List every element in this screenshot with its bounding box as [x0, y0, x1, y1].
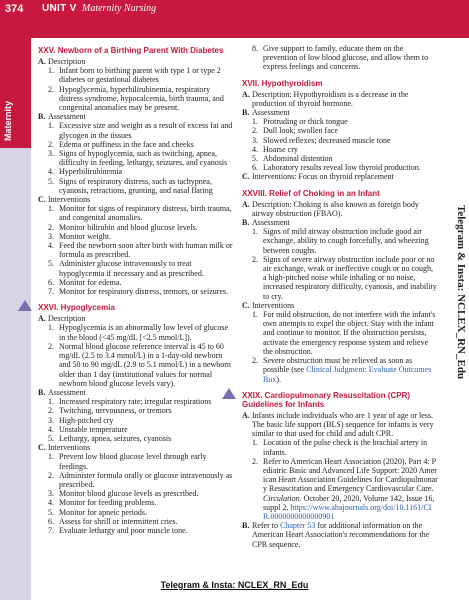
priority-triangle-icon [18, 300, 32, 311]
list-item: Excessive size and weight as a result of excess fat and glycogen in the tissues [59, 121, 233, 140]
list-item: Prevent low blood glucose level through early feedings. [59, 452, 207, 471]
subsection-heading: A. Description: Hypothyroidism is a decrease in the production of thyroid hormone. [242, 89, 409, 108]
list-item: Signs of respiratory distress, such as tachypnea, cyanosis, retractions, grunting, and nasal flaring [59, 176, 213, 195]
numbered-list: 1. Protruding or thick tongue 2. Dull look; swollen face 3. Slowed reflexes; decreased muscle tone 4. Hoarse cry 5. Abdominal distention 6. Laboratory results reveal low thyroid production. [252, 117, 421, 173]
list-item: Monitor weight. [59, 231, 111, 241]
subsection-heading: B. Refer to Chapter 53 for additional information on the American Heart Association's recommendations for the CPR sequence. [242, 521, 430, 549]
list-item: Increased respiratory rate; irregular respirations [59, 397, 212, 407]
section-title: XXVI. Hypoglycemia [38, 303, 115, 313]
priority-triangle-icon [222, 388, 236, 399]
page-header [0, 0, 469, 38]
list-item: Infant born to birthing parent with type 1 or type 2 diabetes or gestational diabetes [59, 66, 221, 85]
page-number: 374 [5, 3, 24, 15]
subsection-heading: A. Description [38, 314, 86, 324]
chapter-link[interactable]: Chapter 53 [280, 521, 316, 531]
footer-watermark: Telegram & Insta: NCLEX_RN_Edu [160, 580, 309, 590]
list-item: Administer glucose intravenously to treat hypoglycemia if necessary and as prescribed. [59, 259, 204, 278]
list-item: Slowed reflexes; decreased muscle tone [263, 135, 391, 145]
list-item: Monitor bilirubin and blood glucose levels. [59, 222, 198, 232]
right-column [242, 44, 438, 549]
list-item: Hypoglycemia is an abnormally low level of glucose in the blood (<45 mg/dL [<2.5 mmol/L]). [59, 323, 229, 342]
list-item: Monitor for feeding problems. [59, 498, 157, 508]
subsection-heading: A. Description [38, 57, 86, 66]
list-item: Give support to family, educate them on the prevention of low blood glucose, and allow them to express feelings and concerns. [263, 44, 429, 72]
numbered-list: 1. Prevent low blood glucose level through early feedings. 2. Administer formula orally or glucose intravenously as prescribed. 3. Monitor blood glucose levels as prescribed. 4. Monitor for feeding problems. 5. Monitor for apneic periods. 6. Assess for shrill or intermittent cries. 7. Evaluate lethargy and poor muscle tone. [48, 452, 233, 535]
list-item: Assess for shrill or intermittent cries. [59, 516, 178, 526]
subsection-heading: B. Assessment [38, 387, 86, 397]
section-title-row [38, 303, 234, 312]
list-item: Monitor for respiratory distress, tremors, or seizures. [59, 287, 229, 297]
list-item: Signs of hypoglycemia, such as twitching, apnea, difficulty in feeding, lethargy, seizures, and cyanosis [59, 149, 228, 168]
list-item: Hypoglycemia, hyperbilirubinemia, respiratory distress syndrome, hypocalcemia, birth trauma, and congenital anomalies may be present. [59, 84, 224, 113]
list-item: Refer to American Heart Association (2020). Part 4: Pediatric Basic and Advanced Life Support: 2020 American Heart Association Guidelines for Cardiopulmonary Resuscitation and Emergency Cardiovascular Care. Circulation. October 20, 2020, Volume 142, Issue 16, suppl 2. https://www.ahajournals.org/doi/10.1161/CIR.0000000000000901 [263, 456, 438, 521]
subsection-heading: C. Interventions [38, 443, 91, 453]
numbered-list: 1. Monitor for signs of respiratory distress, birth trauma, and congenital anomalies. 2. Monitor bilirubin and blood glucose levels. 3. Monitor weight. 4. Feed the newborn soon after birth with human milk or formula as prescribed. 5. Administer glucose intravenously to treat hypoglycemia if necessary and as prescribed. 6. Monitor for edema. 7. Monitor for respiratory distress, tremors, or seizures. [48, 204, 233, 297]
list-item: Hoarse cry [263, 144, 298, 154]
list-item: Abdominal distention [263, 154, 333, 164]
numbered-list: 8. Give support to family, educate them on the prevention of low blood glucose, and allow them to express feelings and concerns. [252, 44, 438, 72]
list-item: Feed the newborn soon after birth with human milk or formula as prescribed. [59, 241, 233, 260]
list-item: Dull look; swollen face [263, 126, 338, 136]
list-item: Edema or puffiness in the face and cheeks [59, 139, 194, 149]
list-item: Lethargy, apnea, seizures, cyanosis [59, 433, 172, 443]
section-title: XXV. Newborn of a Birthing Parent With Diabetes [38, 46, 224, 55]
list-item: Twitching, nervousness, or tremors [59, 406, 172, 416]
unit-label: UNIT V [42, 3, 77, 14]
list-item: Signs of severe airway obstruction include poor or no air exchange, weak or ineffective cough or no cough, a high-pitched noise while inhaling or no noise, increased respiratory difficulty, cyanosis, and inability to cry. [263, 254, 437, 301]
numbered-list: 1. Increased respiratory rate; irregular respirations 2. Twitching, nervousness, or tremors 3. High-pitched cry 4. Unstable temperature 5. Lethargy, apnea, seizures, cyanosis [48, 397, 212, 443]
list-item: Laboratory results reveal low thyroid production. [263, 163, 421, 173]
list-item: High-pitched cry [59, 415, 114, 425]
sidebar-label: Maternity [3, 100, 13, 141]
section-title: XXVIII. Relief of Choking in an Infant [242, 188, 380, 198]
list-item: Severe obstruction must be relieved as soon as possible (see Clinical Judgment: Evaluate Outcomes Box). [263, 356, 432, 384]
list-item: Monitor for apneic periods. [59, 507, 147, 517]
list-item: Location of the pulse check is the brachial artery in infants. [263, 438, 428, 457]
subsection-heading: C. Interventions [242, 300, 295, 310]
list-item: Protruding or thick tongue [263, 117, 348, 127]
numbered-list: 1. Signs of mild airway obstruction include good air exchange, ability to cough forcefully, and wheezing between coughs. 2. Signs of severe airway obstruction include poor or no air exchange, weak or ineffective cough or no cough, a high-pitched noise while inhaling or no noise, increased respiratory difficulty, cyanosis, and inability to cry. [252, 227, 437, 301]
list-item: Signs of mild airway obstruction include good air exchange, ability to cough forcefully, and wheezing between coughs. [263, 227, 429, 255]
subsection-heading: C. Interventions [38, 195, 91, 205]
numbered-list: 1. Infant born to birthing parent with type 1 or type 2 diabetes or gestational diabetes 2. Hypoglycemia, hyperbilirubinemia, respiratory distress syndrome, hypocalcemia, birth trauma, and congenital anomalies may be present. [48, 66, 234, 112]
list-item: For mild obstruction, do not interfere with the infant's own attempts to expel the object. Stay with the infant and continue to monitor. If the obstruction persists, activate the emergency response system and relieve the obstruction. [263, 310, 436, 356]
subsection-heading: B. Assessment [242, 108, 290, 118]
section-title: XVII. Hypothyroidism [242, 78, 323, 88]
list-item: Monitor blood glucose levels as prescribed. [59, 489, 199, 499]
list-item: Evaluate lethargy and poor muscle tone. [59, 525, 188, 535]
subsection-heading: C. Interventions: Focus on thyroid replacement [242, 172, 394, 182]
numbered-list: 1. Excessive size and weight as a result of excess fat and glycogen in the tissues 2. Edema or puffiness in the face and cheeks 3. Signs of hypoglycemia, such as twitching, apnea, difficulty in feeding, lethargy, seizures, and cyanosis 4. Hyperbilirubinemia 5. Signs of respiratory distress, such as tachypnea, cyanosis, retractions, grunting, and nasal flaring [48, 121, 233, 195]
numbered-list: 1. For mild obstruction, do not interfere with the infant's own attempts to expel the object. Stay with the infant and continue to monitor. If the obstruction persists, activate the emergency response system and relieve the obstruction. 2. Severe obstruction must be relieved as soon as possible (see Clinical Judgment: Evaluate Outcomes Box). [252, 310, 438, 384]
subsection-heading: A. Infants include individuals who are 1 year of age or less. The basic life support (BLS) sequence for infants is very similar to that used for child and adult CPR. [242, 410, 434, 439]
list-item: Normal blood glucose reference interval is 45 to 60 mg/dL (2.5 to 3.4 mmol/L) in a 1-day-old newborn and 50 to 90 mg/dL (2.9 to 5.1 mmol/L) in a newborn older than 1 day (institutional values for normal newborn blood glucose levels vary). [59, 341, 231, 388]
sidebar-tab [0, 38, 31, 148]
numbered-list: 1. Hypoglycemia is an abnormally low level of glucose in the blood (<45 mg/dL [<2.5 mmol/L]). 2. Normal blood glucose reference interval is 45 to 60 mg/dL (2.5 to 3.4 mmol/L) in a 1-day-old newborn and 50 to 90 mg/dL (2.9 to 5.1 mmol/L) in a newborn older than 1 day (institutional values for normal newborn blood glucose levels vary). [48, 323, 234, 387]
subsection-heading: B. Assessment [242, 218, 290, 228]
section-title-row [242, 391, 438, 409]
list-item: Unstable temperature [59, 424, 128, 434]
list-item: Monitor for edema. [59, 277, 122, 287]
section-title: XXIX. Cardiopulmonary Resuscitation (CPR) Guidelines for Infants [242, 390, 411, 409]
subsection-heading: B. Assessment [38, 112, 86, 122]
side-watermark: Telegram & Insta: NCLEX_RN_Edu [455, 205, 467, 380]
clinical-judgment-link[interactable]: Clinical Judgment: Evaluate Outcomes Box [263, 365, 432, 384]
left-column [38, 44, 234, 535]
list-item: Administer formula orally or glucose intravenously as prescribed. [59, 470, 233, 489]
list-item: Hyperbilirubinemia [59, 167, 123, 177]
sidebar [0, 38, 31, 600]
list-item: Monitor for signs of respiratory distress, birth trauma, and congenital anomalies. [59, 204, 232, 223]
subsection-heading: A. Description: Choking is also known as foreign body airway obstruction (FBAO). [242, 199, 419, 218]
unit-title: Maternity Nursing [82, 3, 157, 14]
aha-doi-link[interactable]: https://www.ahajournals.org/doi/10.1161/CIR.0000000000000901 [263, 502, 432, 521]
numbered-list: 1. Location of the pulse check is the brachial artery in infants. 2. Refer to American Heart Association (2020). Part 4: Pediatric Basic and Advanced Life Support: 2020 American Heart Association Guidelines for Cardiopulmonary Resuscitation and Emergency Cardiovascular Care. Circulation. October 20, 2020, Volume 142, Issue 16, suppl 2. https://www.ahajournals.org/doi/10.1161/CIR.0000000000000901 [252, 438, 438, 521]
